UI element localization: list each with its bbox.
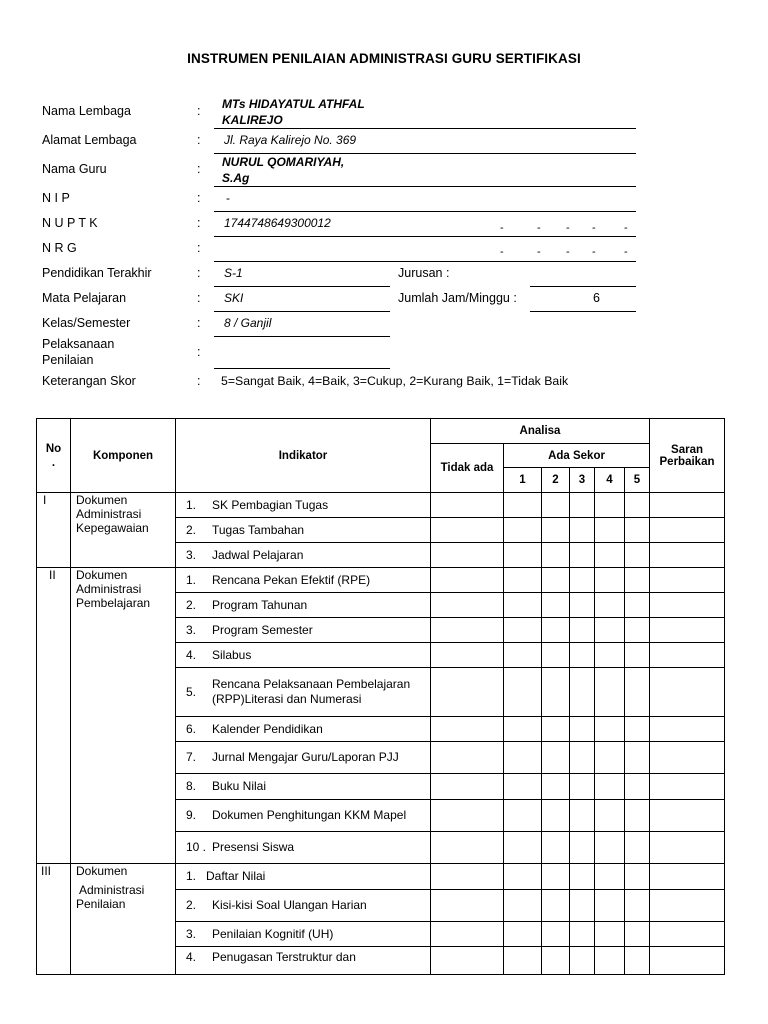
label-alamat-lembaga: Alamat Lembaga xyxy=(42,133,137,147)
item-number: 3. xyxy=(186,926,197,941)
item-number: 10 . xyxy=(186,840,207,854)
item-text: Buku Nilai xyxy=(212,779,267,793)
label-mata-pelajaran: Mata Pelajaran xyxy=(42,291,127,305)
header-saran-line1: Saran xyxy=(671,443,703,456)
header-komponen: Komponen xyxy=(71,419,176,493)
value-keterangan-skor: 5=Sangat Baik, 4=Baik, 3=Cukup, 2=Kurang Baik, 1=Tidak Baik xyxy=(221,374,569,388)
dash-mark: - xyxy=(537,246,541,258)
group-komponen xyxy=(71,568,176,864)
label-jumlah-jam: Jumlah Jam/Minggu : xyxy=(398,291,517,305)
item-number: 9. xyxy=(186,808,197,822)
item-text: Daftar Nilai xyxy=(206,869,266,883)
table-row xyxy=(37,493,725,518)
header-ada-sekor: Ada Sekor xyxy=(504,444,650,468)
value-kelas-semester: 8 / Ganjil xyxy=(224,316,272,330)
dash-mark: - xyxy=(500,246,504,258)
item-text: Rencana Pekan Efektif (RPE) xyxy=(212,572,371,587)
item-number: 3. xyxy=(186,547,197,562)
header-no-line1: No xyxy=(45,442,62,455)
item-text: Jadwal Pelajaran xyxy=(212,547,304,562)
field-line xyxy=(530,311,636,312)
colon: : xyxy=(197,345,201,359)
dash-mark: - xyxy=(537,222,541,234)
field-line xyxy=(214,211,636,212)
page-title: INSTRUMEN PENILAIAN ADMINISTRASI GURU SERTIFIKASI xyxy=(187,51,581,66)
komponen-line: Administrasi xyxy=(76,582,142,596)
item-number: 6. xyxy=(186,721,197,736)
colon: : xyxy=(197,266,201,280)
value-pendidikan: S-1 xyxy=(224,266,243,280)
item-text: Rencana Pelaksanaan Pembelajaran (RPP)Literasi dan Numerasi xyxy=(212,677,411,706)
dash-mark: - xyxy=(592,222,596,234)
item-text: Jurnal Mengajar Guru/Laporan PJJ xyxy=(212,750,399,764)
item-number: 8. xyxy=(186,779,197,793)
field-line xyxy=(214,336,390,337)
colon: : xyxy=(197,291,201,305)
field-line xyxy=(214,128,636,129)
label-jurusan: Jurusan : xyxy=(398,266,450,280)
dash-mark: - xyxy=(500,222,504,234)
group-komponen xyxy=(71,493,176,568)
komponen-line: Administrasi xyxy=(79,883,145,897)
header-tidak-ada: Tidak ada xyxy=(431,444,504,493)
item-text: Presensi Siswa xyxy=(212,840,295,854)
label-nrg: N R G xyxy=(42,241,77,255)
dash-mark: - xyxy=(592,246,596,258)
field-line xyxy=(214,286,390,287)
dash-mark: - xyxy=(624,246,628,258)
label-pelaksanaan-line1: Pelaksanaan xyxy=(42,337,115,351)
item-number: 7. xyxy=(186,750,197,764)
group-number: II xyxy=(37,568,71,864)
header-score-2: 2 xyxy=(542,468,570,493)
field-line xyxy=(214,311,390,312)
item-text: Penugasan Terstruktur dan xyxy=(212,949,356,964)
colon: : xyxy=(197,104,201,118)
dash-mark: - xyxy=(566,222,570,234)
header-indikator: Indikator xyxy=(176,419,431,493)
item-number: 1. xyxy=(186,497,197,512)
item-number: 1. xyxy=(186,869,197,883)
item-text: SK Pembagian Tugas xyxy=(212,497,329,512)
item-number: 2. xyxy=(186,597,197,612)
komponen-line: Penilaian xyxy=(76,897,126,911)
field-line xyxy=(530,286,636,287)
label-nama-guru: Nama Guru xyxy=(42,162,107,176)
colon: : xyxy=(197,241,201,255)
dash-mark: - xyxy=(566,246,570,258)
header-score-5: 5 xyxy=(625,468,650,493)
header-score-1: 1 xyxy=(504,468,542,493)
item-text: Tugas Tambahan xyxy=(212,522,305,537)
label-nip: N I P xyxy=(42,191,70,205)
item-text: Dokumen Penghitungan KKM Mapel xyxy=(212,808,407,822)
komponen-line: Pembelajaran xyxy=(76,596,151,610)
item-text: Penilaian Kognitif (UH) xyxy=(212,926,334,941)
item-number: 5. xyxy=(186,684,197,699)
label-pendidikan: Pendidikan Terakhir xyxy=(42,266,152,280)
label-nama-lembaga: Nama Lembaga xyxy=(42,104,131,118)
item-number: 2. xyxy=(186,522,197,537)
item-text: Program Tahunan xyxy=(212,597,308,612)
komponen-line: Administrasi xyxy=(76,507,142,521)
header-saran-line2: Perbaikan xyxy=(659,455,715,468)
item-number: 2. xyxy=(186,898,197,912)
group-komponen xyxy=(71,864,176,975)
item-text: Kalender Pendidikan xyxy=(212,721,323,736)
value-jumlah-jam: 6 xyxy=(593,291,600,305)
group-number: I xyxy=(37,493,71,568)
label-nuptk: N U P T K xyxy=(42,216,98,230)
assessment-table xyxy=(36,418,725,975)
item-text: Silabus xyxy=(212,647,252,662)
group-number: III xyxy=(37,864,71,975)
field-line xyxy=(214,261,636,262)
colon: : xyxy=(197,162,201,176)
header-score-3: 3 xyxy=(570,468,595,493)
item-text: Kisi-kisi Soal Ulangan Harian xyxy=(212,898,367,912)
value-alamat-lembaga: Jl. Raya Kalirejo No. 369 xyxy=(224,133,357,147)
item-number: 3. xyxy=(186,622,197,637)
komponen-line: Dokumen xyxy=(76,568,128,582)
table-row xyxy=(37,568,725,593)
value-mata-pelajaran: SKI xyxy=(224,291,244,305)
value-nama-guru-line1: NURUL QOMARIYAH, xyxy=(222,155,345,169)
item-number: 1. xyxy=(186,572,197,587)
header-analisa: Analisa xyxy=(431,419,650,444)
komponen-line: Dokumen xyxy=(76,864,128,878)
item-text: Program Semester xyxy=(212,622,313,637)
header-saran xyxy=(650,419,725,493)
value-nama-lembaga-line1: MTs HIDAYATUL ATHFAL xyxy=(222,97,365,111)
komponen-line: Dokumen xyxy=(76,493,128,507)
value-nama-guru-line2: S.Ag xyxy=(222,171,250,185)
colon: : xyxy=(197,374,201,388)
table-row xyxy=(37,864,725,890)
colon: : xyxy=(197,316,201,330)
value-nuptk: 1744748649300012 xyxy=(224,216,331,230)
field-line xyxy=(214,186,636,187)
value-nip: - xyxy=(226,191,230,205)
field-line xyxy=(214,236,636,237)
header-no xyxy=(37,419,71,493)
colon: : xyxy=(197,133,201,147)
komponen-line: Kepegawaian xyxy=(76,521,149,535)
colon: : xyxy=(197,216,201,230)
header-no-line2: . xyxy=(51,456,56,469)
item-number: 4. xyxy=(186,647,197,662)
colon: : xyxy=(197,191,201,205)
label-pelaksanaan-line2: Penilaian xyxy=(42,353,94,367)
value-nama-lembaga-line2: KALIREJO xyxy=(222,113,283,127)
label-keterangan-skor: Keterangan Skor xyxy=(42,374,136,388)
header-score-4: 4 xyxy=(595,468,625,493)
item-number: 4. xyxy=(186,949,197,964)
field-line xyxy=(214,368,390,369)
label-kelas-semester: Kelas/Semester xyxy=(42,316,131,330)
dash-mark: - xyxy=(624,222,628,234)
